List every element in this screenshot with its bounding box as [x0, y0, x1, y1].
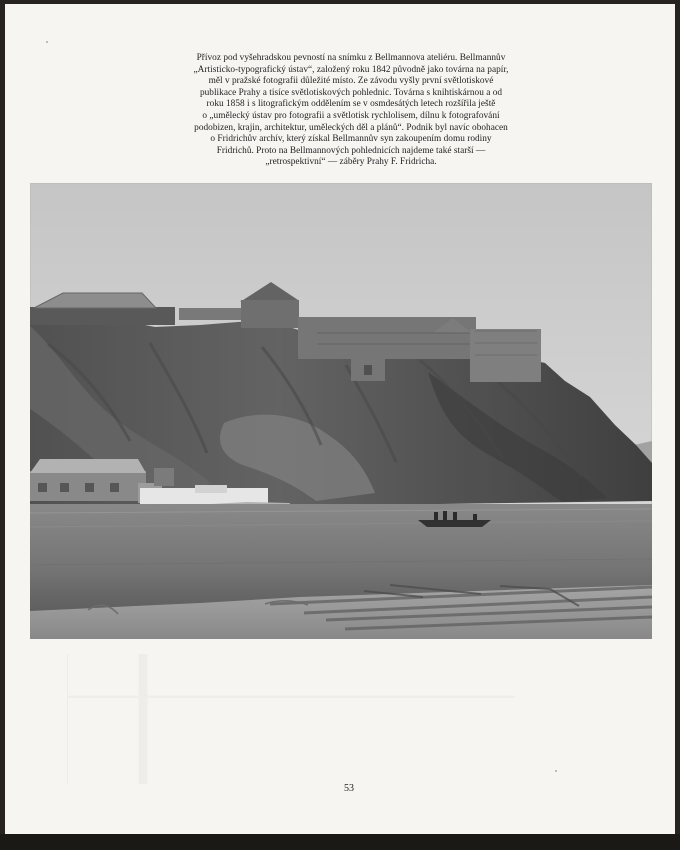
caption-line-8: o Fridrichův archív, který získal Bellmannův syn zakoupením domu rodiny — [210, 134, 492, 145]
photo-caption — [165, 53, 537, 169]
caption-line-10: „retrospektivní“ — záběry Prahy F. Fridricha. — [265, 157, 437, 168]
book-page — [5, 4, 675, 840]
photo-grain — [30, 183, 652, 639]
bleed-through-image — [67, 654, 515, 784]
page-number: 53 — [344, 783, 354, 794]
caption-line-3: měl v pražské fotografii důležité místo. Ze závodu vyšly první světlotiskové — [208, 76, 494, 87]
paper-speck — [46, 41, 48, 43]
vysehrad-fortress-photo — [30, 183, 652, 639]
caption-line-5: roku 1858 i s litografickým oddělením se v osmdesátých letech rozšířila ještě — [206, 99, 496, 110]
caption-line-9: Fridrichů. Proto na Bellmannových pohlednicích najdeme také starší — — [216, 145, 486, 156]
page-shadow — [0, 834, 680, 850]
caption-line-7: podobizen, krajin, architektur, uměleckých děl a plánů“. Podnik byl navíc obohacen — [194, 122, 508, 133]
caption-line-1: Přívoz pod vyšehradskou pevností na snímku z Bellmannova ateliéru. Bellmannův — [196, 53, 506, 63]
caption-line-4: publikace Prahy a tisíce světlotiskových pohlednic. Továrna s knihtiskárnou a od — [199, 87, 503, 98]
paper-speck — [555, 770, 557, 772]
historical-photo — [30, 183, 652, 639]
caption-line-6: o „umělecký ústav pro fotografii a světlotisk rychlolisem, dílnu k fotografování — [202, 110, 500, 121]
caption-line-2: „Artisticko-typografický ústav“, založený roku 1842 původně jako továrna na papír, — [193, 64, 509, 75]
